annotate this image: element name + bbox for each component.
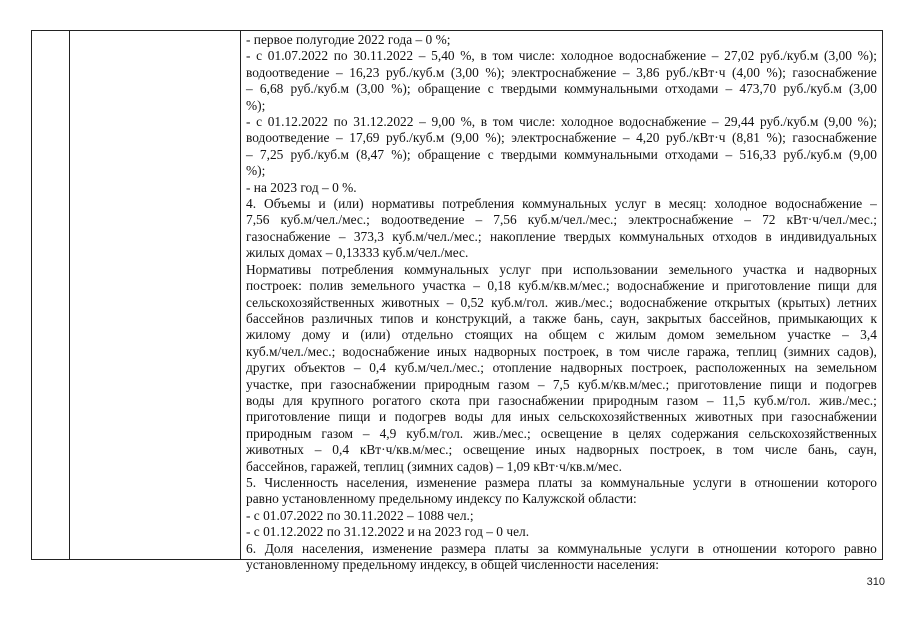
text-line: Нормативы потребления коммунальных услуг при использовании земельного участка и надворных [246, 261, 877, 277]
text-line: 5. Численность населения, изменение размера платы за коммунальные услуги в отношении которого [246, 474, 877, 490]
text-line: бассейнов различных типов и конструкций, а также бань, саун, закрытых бассейнов, примыкающих к [246, 310, 877, 326]
table-column-name [70, 31, 241, 559]
text-line: воды для крупного рогатого скота при газоснабжении природным газом – 11,5 куб.м/гол. жив./мес.; [246, 392, 877, 408]
text-line: - с 01.07.2022 по 30.11.2022 – 5,40 %, в том числе: холодное водоснабжение – 27,02 руб./куб.м (3,00 %); [246, 48, 877, 64]
table-cell-text [241, 31, 882, 572]
text-line: - на 2023 год – 0 %. [246, 179, 357, 195]
document-table [31, 30, 883, 572]
text-line: бассейнов, гаражей, теплиц (зимних садов) – 1,09 кВт·ч/кв.м/мес. [246, 458, 622, 474]
text-line: других объектов – 0,4 куб.м/чел./мес.; отопление надворных построек, расположенных на земельном [246, 360, 877, 376]
text-line: 7,56 куб.м/чел./мес.; водоотведение – 7,56 куб.м/чел./мес.; электроснабжение – 72 кВт·ч/чел./мес.; [246, 212, 877, 228]
text-line: - с 01.12.2022 по 31.12.2022 – 9,00 %, в том числе: холодное водоснабжение – 29,44 руб./куб.м (9,00 %); [246, 114, 877, 130]
text-line: 4. Объемы и (или) нормативы потребления коммунальных услуг в месяц: холодное водоснабжение – [246, 196, 877, 212]
text-line: участке, при газоснабжении природным газом – 7,5 куб.м/кв.м/мес.; приготовление пищи и подогрев [246, 376, 877, 392]
text-line: природным газом – 4,9 куб.м/гол. жив./мес.; освещение в целях содержания сельскохозяйственных [246, 425, 877, 441]
text-line: жилых домах – 0,13333 куб.м/чел./мес. [246, 245, 469, 261]
text-line: куб.м/чел./мес.; водоснабжение иных надворных построек, в том числе гаража, теплиц (зимних садов), [246, 343, 877, 359]
text-line: приготовление пищи и подогрев воды для иных сельскохозяйственных животных при газоснабжении [246, 409, 877, 425]
text-line: – 6,68 руб./куб.м (3,00 %); обращение с твердыми коммунальными отходами – 473,70 руб./куб.м (3,00 [246, 81, 877, 97]
text-line: водоотведение – 17,69 руб./куб.м (9,00 %); электроснабжение – 4,20 руб./кВт·ч (8,81 %); газоснабжение [246, 130, 877, 146]
text-line: равно установленному предельному индексу по Калужской области: [246, 491, 637, 507]
text-line: %); [246, 97, 266, 113]
text-line: жилому дому и (или) отдельно стоящих на общем с жилым домом земельном участке – 3,4 [246, 327, 877, 343]
text-line: сельскохозяйственных животных – 0,52 куб.м/гол. жив./мес.; водоснабжение открытых (крытых) летних [246, 294, 877, 310]
page-number: 310 [866, 576, 885, 588]
text-line: - первое полугодие 2022 года – 0 %; [246, 32, 451, 47]
text-line: 6. Доля населения, изменение размера платы за коммунальные услуги в отношении которого равно [246, 540, 877, 556]
table-column-number [32, 31, 70, 559]
text-line: газоснабжение – 373,3 куб.м/чел./мес.; накопление твердых коммунальных отходов в индивидуальных [246, 228, 877, 244]
text-line: %); [246, 163, 266, 179]
text-line: водоотведение – 16,23 руб./куб.м (3,00 %); электроснабжение – 3,86 руб./кВт·ч (4,00 %); газоснабжение [246, 64, 877, 80]
text-line: - с 01.12.2022 по 31.12.2022 и на 2023 год – 0 чел. [246, 524, 530, 540]
text-line: установленному предельному индексу, в общей численности населения: [246, 557, 659, 572]
text-line: – 7,25 руб./куб.м (8,47 %); обращение с твердыми коммунальными отходами – 516,33 руб./куб.м (9,00 [246, 146, 877, 162]
text-line: - с 01.07.2022 по 30.11.2022 – 1088 чел.; [246, 507, 474, 523]
text-line: построек: полив земельного участка – 0,18 куб.м/кв.м/мес.; водоснабжение и приготовление пищи для [246, 278, 877, 294]
text-line: животных – 0,4 кВт·ч/кв.м/мес.; освещение иных надворных построек, в том числе бань, саун, [246, 442, 877, 458]
